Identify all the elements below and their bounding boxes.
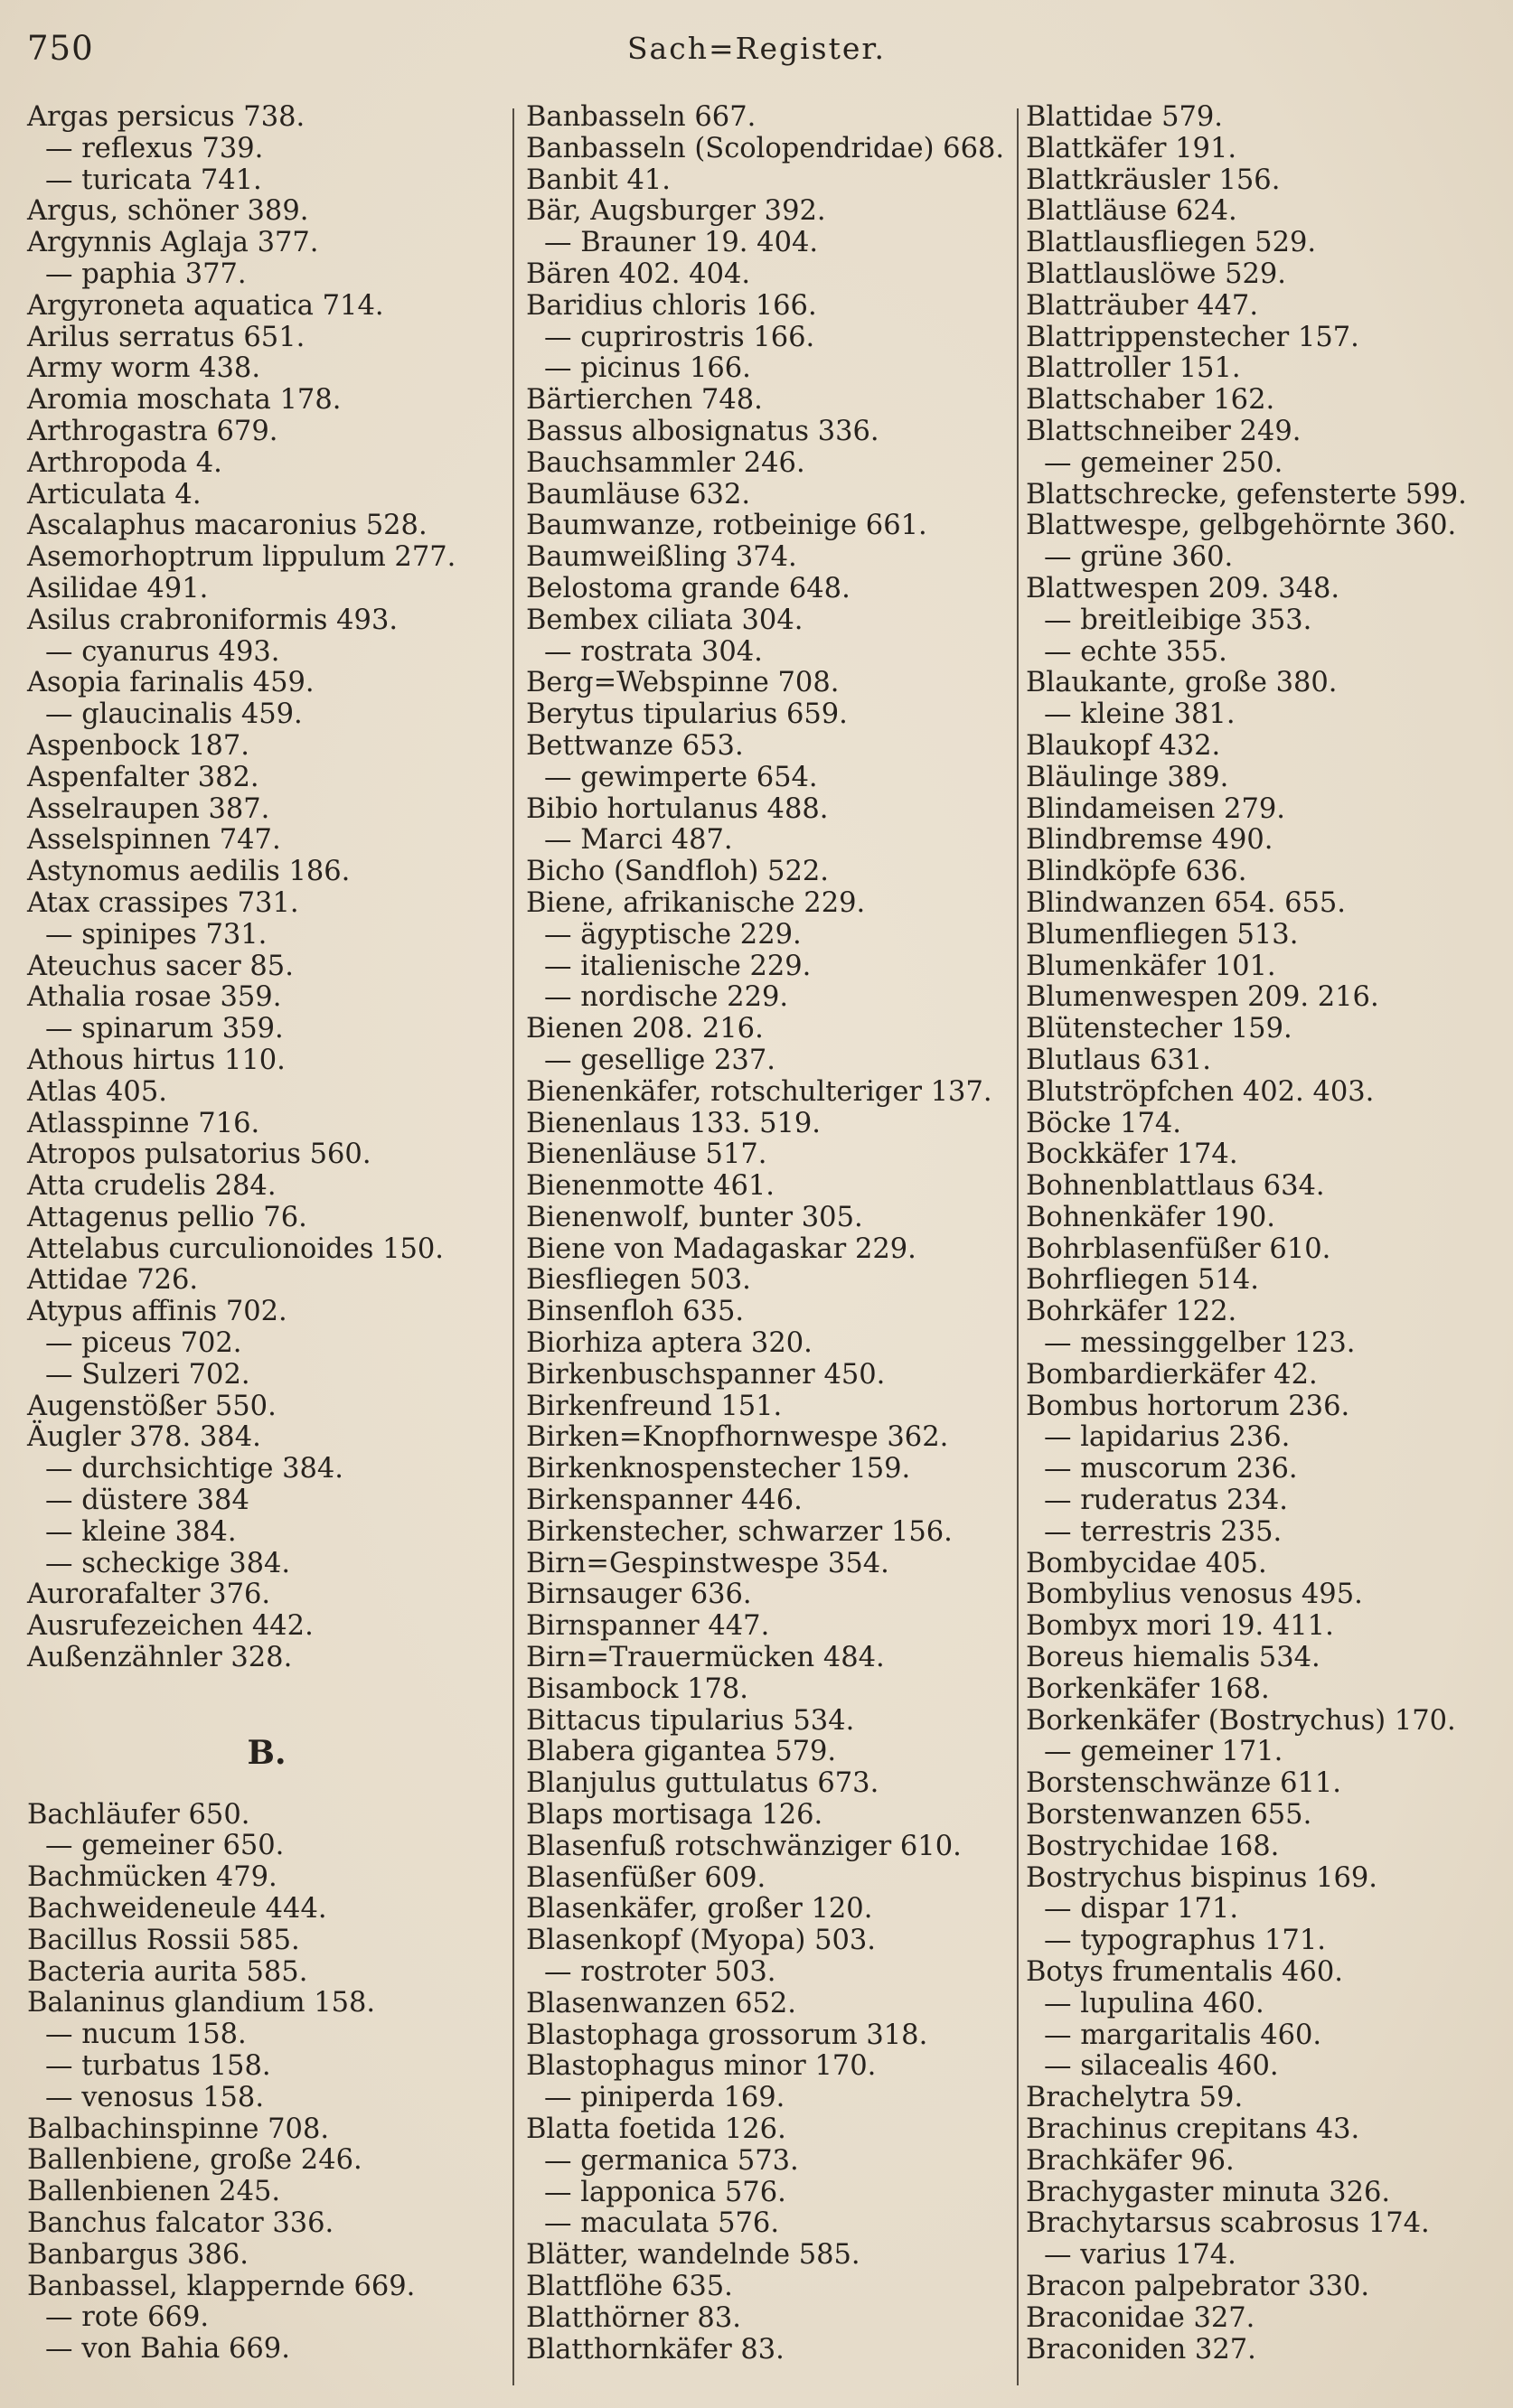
index-entry: Blattkäfer 191.: [1026, 132, 1237, 164]
index-subentry: — durchsichtige 384.: [45, 1453, 343, 1485]
index-entry: Bacillus Rossii 585.: [27, 1924, 300, 1956]
index-entry: Banbasseln (Scolopendridae) 668.: [526, 132, 1005, 164]
index-entry: Argyroneta aquatica 714.: [27, 289, 384, 322]
index-entry: Bohnenkäfer 190.: [1026, 1201, 1275, 1233]
index-entry: Berytus tipularius 659.: [526, 698, 848, 731]
index-entry: Blutlaus 631.: [1026, 1044, 1211, 1076]
index-entry: Baumweißling 374.: [526, 541, 797, 574]
index-subentry: — ägyptische 229.: [544, 918, 802, 951]
index-entry: Argynnis Aglaja 377.: [27, 227, 319, 259]
index-entry: Blindköpfe 636.: [1026, 856, 1247, 888]
index-subentry: — turicata 741.: [45, 164, 262, 196]
index-subentry: — gemeiner 650.: [45, 1830, 285, 1862]
index-entry: Asopia farinalis 459.: [27, 667, 315, 699]
index-entry: Argas persicus 738.: [27, 101, 305, 133]
index-subentry: — gemeiner 171.: [1044, 1736, 1283, 1768]
index-entry: Blabera gigantea 579.: [526, 1736, 837, 1768]
index-entry: Atlas 405.: [27, 1075, 167, 1108]
index-subentry: — dispar 171.: [1044, 1893, 1239, 1925]
index-entry: Blindwanzen 654. 655.: [1026, 886, 1346, 919]
index-entry: Blastophaga grossorum 318.: [526, 2019, 928, 2051]
index-entry: Boreus hiemalis 534.: [1026, 1642, 1320, 1674]
index-entry: Botys frumentalis 460.: [1026, 1956, 1343, 1989]
index-subentry: — scheckige 384.: [45, 1547, 291, 1579]
index-subentry: — breitleibige 353.: [1044, 604, 1312, 636]
index-entry: Blattlauslöwe 529.: [1026, 258, 1286, 290]
index-subentry: — glaucinalis 459.: [45, 698, 303, 731]
index-entry: Asilus crabroniformis 493.: [27, 604, 399, 636]
index-column-2: [526, 102, 1019, 2366]
index-entry: Asilidae 491.: [27, 572, 209, 604]
index-entry: Bombylius venosus 495.: [1026, 1579, 1363, 1611]
index-entry: Bachweideneule 444.: [27, 1893, 327, 1925]
index-entry: Blatthornkäfer 83.: [526, 2333, 785, 2366]
index-entry: Birkenfreund 151.: [526, 1390, 783, 1422]
index-entry: Banbassel, klappernde 669.: [27, 2270, 416, 2302]
index-entry: Bettwanze 653.: [526, 729, 744, 762]
running-title: Sach=Register.: [626, 31, 887, 66]
index-entry: Blasenkäfer, großer 120.: [526, 1893, 873, 1925]
index-subentry: — lapidarius 236.: [1044, 1421, 1291, 1454]
index-entry: Ascalaphus macaronius 528.: [27, 510, 428, 542]
index-column-1: [27, 102, 506, 2366]
index-entry: Bläulinge 389.: [1026, 761, 1229, 793]
index-entry: Bombardierkäfer 42.: [1026, 1358, 1318, 1391]
index-entry: Bienenlaus 133. 519.: [526, 1107, 821, 1139]
index-entry: Belostoma grande 648.: [526, 572, 850, 604]
index-entry: Bombus hortorum 236.: [1026, 1390, 1350, 1422]
index-entry: Bassus albosignatus 336.: [526, 415, 879, 447]
index-entry: Bären 402. 404.: [526, 258, 751, 290]
index-entry: Bibio hortulanus 488.: [526, 792, 829, 825]
index-entry: Bombyx mori 19. 411.: [1026, 1610, 1334, 1643]
index-entry: Blattwespe, gelbgehörnte 360.: [1026, 510, 1457, 542]
index-subentry: — cuprirostris 166.: [544, 321, 815, 353]
index-entry: Ballenbienen 245.: [27, 2176, 281, 2208]
index-entry: Bombycidae 405.: [1026, 1547, 1267, 1579]
index-entry: Bienenwolf, bunter 305.: [526, 1201, 863, 1233]
index-entry: Blanjulus guttulatus 673.: [526, 1767, 879, 1800]
index-entry: Blütenstecher 159.: [1026, 1013, 1292, 1045]
index-subentry: — spinipes 731.: [45, 918, 268, 951]
index-entry: Biesfliegen 503.: [526, 1264, 751, 1297]
index-subentry: — lapponica 576.: [544, 2176, 786, 2208]
index-subentry: — terrestris 235.: [1044, 1515, 1283, 1548]
index-subentry: — silacealis 460.: [1044, 2050, 1279, 2083]
index-entry: Blattlausfliegen 529.: [1026, 227, 1317, 259]
index-entry: Bohrkäfer 122.: [1026, 1296, 1237, 1328]
index-entry: Blutströpfchen 402. 403.: [1026, 1075, 1375, 1108]
index-entry: Brachygaster minuta 326.: [1026, 2176, 1391, 2208]
index-entry: Blattwespen 209. 348.: [1026, 572, 1340, 604]
index-subentry: — venosus 158.: [45, 2081, 265, 2113]
column-divider: [512, 108, 514, 2385]
index-entry: Bostrychus bispinus 169.: [1026, 1861, 1377, 1894]
index-subentry: — Marci 487.: [544, 824, 733, 857]
index-subentry: — gemeiner 250.: [1044, 446, 1283, 479]
index-entry: Berg=Webspinne 708.: [526, 667, 840, 699]
index-entry: Bostrychidae 168.: [1026, 1830, 1280, 1862]
index-entry: Äugler 378. 384.: [27, 1421, 261, 1454]
index-subentry: — lupulina 460.: [1044, 1987, 1264, 2019]
index-entry: Birn=Gespinstwespe 354.: [526, 1547, 889, 1579]
index-entry: Blatta foetida 126.: [526, 2113, 786, 2145]
index-subentry: — turbatus 158.: [45, 2050, 271, 2083]
index-entry: Blumenkäfer 101.: [1026, 950, 1276, 982]
index-entry: Blatthörner 83.: [526, 2301, 741, 2334]
index-entry: Borstenschwänze 611.: [1026, 1767, 1341, 1800]
index-entry: Blastophagus minor 170.: [526, 2050, 877, 2083]
index-subentry: — nucum 158.: [45, 2019, 247, 2051]
index-subentry: — gewimperte 654.: [544, 761, 818, 793]
index-entry: Blattidae 579.: [1026, 101, 1223, 133]
index-entry: Bockkäfer 174.: [1026, 1138, 1238, 1171]
index-entry: Blattschneiber 249.: [1026, 415, 1302, 447]
index-subentry: — picinus 166.: [544, 352, 751, 385]
index-entry: Biene von Madagaskar 229.: [526, 1232, 916, 1265]
index-entry: Brachelytra 59.: [1026, 2082, 1244, 2114]
index-entry: Birkenknospenstecher 159.: [526, 1453, 911, 1485]
index-subentry: — muscorum 236.: [1044, 1453, 1298, 1485]
index-entry: Blätter, wandelnde 585.: [526, 2239, 860, 2272]
index-subentry: — maculata 576.: [544, 2207, 780, 2240]
index-entry: Blattschaber 162.: [1026, 384, 1275, 417]
index-entry: Augenstößer 550.: [27, 1390, 277, 1422]
index-entry: Aspenbock 187.: [27, 729, 249, 762]
index-entry: Borstenwanzen 655.: [1026, 1799, 1312, 1832]
index-entry: Astynomus aedilis 186.: [27, 856, 351, 888]
index-entry: Bittacus tipularius 534.: [526, 1704, 855, 1737]
index-entry: Binsenfloh 635.: [526, 1296, 745, 1328]
page-number: 750: [27, 29, 94, 68]
index-subentry: — nordische 229.: [544, 981, 789, 1014]
index-entry: Bär, Augsburger 392.: [526, 195, 826, 228]
index-entry: Blasenfüßer 609.: [526, 1861, 766, 1894]
index-subentry: — piniperda 169.: [544, 2082, 785, 2114]
index-entry: Bienenläuse 517.: [526, 1138, 767, 1171]
index-subentry: — Brauner 19. 404.: [544, 227, 819, 259]
index-subentry: — varius 174.: [1044, 2239, 1236, 2272]
index-entry: Brachkäfer 96.: [1026, 2144, 1235, 2177]
index-entry: Blatträuber 447.: [1026, 289, 1259, 322]
index-subentry: — cyanurus 493.: [45, 635, 280, 668]
index-entry: Blattläuse 624.: [1026, 195, 1237, 228]
index-subentry: — ruderatus 234.: [1044, 1485, 1288, 1517]
index-entry: Attelabus curculionoides 150.: [27, 1232, 444, 1265]
index-subentry: — reflexus 739.: [45, 132, 264, 164]
index-column-3: [1026, 102, 1496, 2366]
index-subentry: — Sulzeri 702.: [45, 1358, 250, 1391]
index-subentry: — messinggelber 123.: [1044, 1327, 1356, 1360]
index-subentry: — margaritalis 460.: [1044, 2019, 1322, 2051]
index-subentry: — rote 669.: [45, 2301, 210, 2334]
index-entry: Bienenmotte 461.: [526, 1170, 775, 1203]
index-subentry: — kleine 381.: [1044, 698, 1236, 731]
index-entry: Atta crudelis 284.: [27, 1170, 277, 1203]
index-entry: Athous hirtus 110.: [27, 1044, 286, 1076]
index-entry: Balaninus glandium 158.: [27, 1987, 376, 2019]
index-entry: Birn=Trauermücken 484.: [526, 1642, 885, 1674]
index-entry: Bacteria aurita 585.: [27, 1955, 308, 1988]
index-subentry: — germanica 573.: [544, 2144, 799, 2177]
index-subentry: — rostroter 503.: [544, 1956, 776, 1989]
index-entry: Athalia rosae 359.: [27, 981, 282, 1014]
index-entry: Army worm 438.: [27, 352, 261, 385]
index-entry: Atlasspinne 716.: [27, 1107, 260, 1139]
index-entry: Banbit 41.: [526, 164, 671, 196]
index-entry: Attidae 726.: [27, 1264, 199, 1297]
index-entry: Bohrblasenfüßer 610.: [1026, 1232, 1331, 1265]
index-entry: Blaukante, große 380.: [1026, 667, 1338, 699]
index-subentry: — piceus 702.: [45, 1327, 242, 1360]
index-entry: Birnspanner 447.: [526, 1610, 770, 1643]
index-entry: Aurorafalter 376.: [27, 1579, 271, 1611]
index-entry: Banbasseln 667.: [526, 101, 756, 133]
index-subentry: — typographus 171.: [1044, 1925, 1326, 1957]
index-entry: Asselraupen 387.: [27, 792, 270, 825]
index-entry: Brachytarsus scabrosus 174.: [1026, 2207, 1430, 2240]
index-subentry: — echte 355.: [1044, 635, 1227, 668]
index-entry: Bicho (Sandfloh) 522.: [526, 856, 829, 888]
index-entry: Bohrfliegen 514.: [1026, 1264, 1259, 1297]
index-entry: Brachinus crepitans 43.: [1026, 2113, 1360, 2145]
index-entry: Biene, afrikanische 229.: [526, 886, 866, 919]
index-entry: Baridius chloris 166.: [526, 289, 817, 322]
index-entry: Blattschrecke, gefensterte 599.: [1026, 478, 1467, 511]
section-spacer: [27, 1674, 506, 1706]
index-entry: Bachläufer 650.: [27, 1798, 250, 1831]
index-subentry: — von Bahia 669.: [45, 2333, 290, 2366]
index-entry: Bauchsammler 246.: [526, 446, 805, 479]
index-entry: Blumenfliegen 513.: [1026, 918, 1299, 951]
index-subentry: — italienische 229.: [544, 950, 812, 982]
index-entry: Bisambock 178.: [526, 1672, 748, 1705]
index-entry: Braconiden 327.: [1026, 2333, 1256, 2366]
index-entry: Blindbremse 490.: [1026, 824, 1273, 857]
index-entry: Bienen 208. 216.: [526, 1013, 764, 1045]
index-entry: Atax crassipes 731.: [27, 886, 299, 919]
index-entry: Bachmücken 479.: [27, 1861, 277, 1894]
index-entry: Blaps mortisaga 126.: [526, 1799, 823, 1832]
index-entry: Attagenus pellio 76.: [27, 1201, 307, 1233]
index-entry: Atropos pulsatorius 560.: [27, 1138, 371, 1171]
index-entry: Aspenfalter 382.: [27, 761, 259, 793]
index-subentry: — gesellige 237.: [544, 1044, 775, 1076]
index-entry: Blattflöhe 635.: [526, 2270, 733, 2302]
index-entry: Articulata 4.: [27, 478, 202, 511]
index-entry: Ateuchus sacer 85.: [27, 950, 294, 982]
index-entry: Biorhiza aptera 320.: [526, 1327, 813, 1360]
index-entry: Aromia moschata 178.: [27, 384, 342, 417]
index-entry: Baumläuse 632.: [526, 478, 751, 511]
index-entry: Ausrufezeichen 442.: [27, 1610, 314, 1643]
index-entry: Braconidae 327.: [1026, 2301, 1255, 2334]
index-entry: Baumwanze, rotbeinige 661.: [526, 510, 927, 542]
index-subentry: — spinarum 359.: [45, 1013, 284, 1045]
index-entry: Birkenstecher, schwarzer 156.: [526, 1515, 953, 1548]
index-entry: Bracon palpebrator 330.: [1026, 2270, 1370, 2302]
index-entry: Asemorhoptrum lippulum 277.: [27, 541, 456, 574]
index-entry: Bembex ciliata 304.: [526, 604, 803, 636]
index-entry: Borkenkäfer 168.: [1026, 1672, 1270, 1705]
index-subentry: — rostrata 304.: [544, 635, 763, 668]
index-entry: Blaukopf 432.: [1026, 729, 1221, 762]
index-entry: Bärtierchen 748.: [526, 384, 763, 417]
page-header: [0, 22, 1513, 76]
index-entry: Blasenkopf (Myopa) 503.: [526, 1925, 876, 1957]
index-subentry: — paphia 377.: [45, 258, 247, 290]
index-entry: Blattkräusler 156.: [1026, 164, 1281, 196]
index-entry: Banbargus 386.: [27, 2238, 249, 2271]
index-entry: Blumenwespen 209. 216.: [1026, 981, 1379, 1014]
index-entry: Bienenkäfer, rotschulteriger 137.: [526, 1075, 992, 1108]
index-entry: Arthropoda 4.: [27, 446, 222, 479]
index-entry: Außenzähnler 328.: [27, 1642, 293, 1674]
index-entry: Asselspinnen 747.: [27, 824, 281, 857]
index-entry: Banchus falcator 336.: [27, 2207, 334, 2239]
index-entry: Birkenspanner 446.: [526, 1485, 803, 1517]
index-entry: Balbachinspinne 708.: [27, 2113, 330, 2145]
index-entry: Böcke 174.: [1026, 1107, 1181, 1139]
index-entry: Blattrippenstecher 157.: [1026, 321, 1359, 353]
index-entry: Bohnenblattlaus 634.: [1026, 1170, 1325, 1203]
section-letter-heading: B.: [247, 1733, 287, 1772]
index-subentry: — grüne 360.: [1044, 541, 1234, 574]
index-entry: Arilus serratus 651.: [27, 321, 305, 353]
index-entry: Blasenwanzen 652.: [526, 1987, 796, 2019]
index-entry: Birken=Knopfhornwespe 362.: [526, 1421, 949, 1454]
index-entry: Atypus affinis 702.: [27, 1296, 287, 1328]
index-subentry: — düstere 384: [45, 1485, 249, 1517]
index-entry: Borkenkäfer (Bostrychus) 170.: [1026, 1704, 1456, 1737]
index-entry: Blindameisen 279.: [1026, 792, 1285, 825]
index-entry: Birnsauger 636.: [526, 1579, 752, 1611]
index-subentry: — kleine 384.: [45, 1515, 237, 1548]
index-entry: Blattroller 151.: [1026, 352, 1241, 385]
index-entry: Birkenbuschspanner 450.: [526, 1358, 886, 1391]
index-entry: Blasenfuß rotschwänziger 610.: [526, 1830, 962, 1862]
index-entry: Argus, schöner 389.: [27, 195, 309, 228]
index-entry: Ballenbiene, große 246.: [27, 2144, 362, 2177]
index-entry: Arthrogastra 679.: [27, 415, 278, 447]
